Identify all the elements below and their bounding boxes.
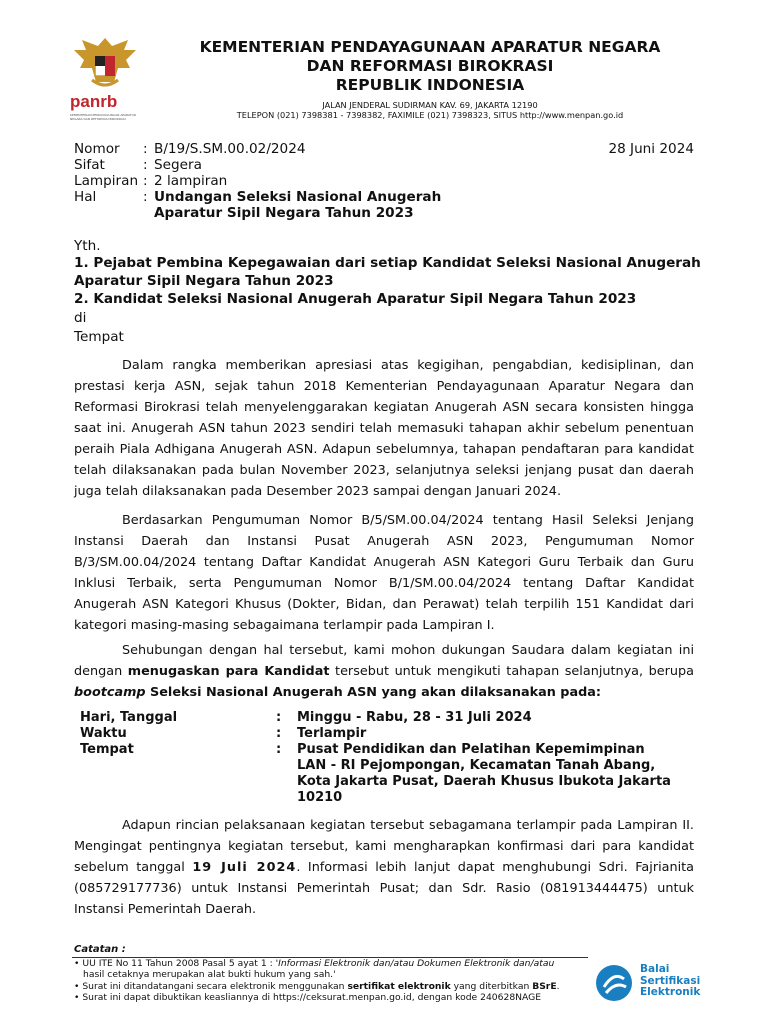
schedule-place-label: Tempat <box>80 742 134 757</box>
note-2-d: BSrE <box>532 981 557 992</box>
nomor-colon: : <box>143 141 148 157</box>
p4-part-a: Adapun rincian pelaksanaan kegiatan tersebut sebagamana terlampir pada Lampiran II. Mengingat pentingnya kegiatan tersebut, kami mengharapkan konfirmasi dari para kandidat sebelum tanggal <box>74 818 694 875</box>
schedule-time-value: Terlampir <box>297 726 367 741</box>
p3-part-e: Seleksi Nasional Anugerah ASN yang akan dilaksanakan pada: <box>145 685 601 700</box>
lampiran-label: Lampiran <box>74 173 139 189</box>
nomor-label: Nomor <box>74 141 120 157</box>
recipient-1-line-1: 1. Pejabat Pembina Kepegawaian dari setiap Kandidat Seleksi Nasional Anugerah <box>74 255 701 271</box>
paragraph-4 <box>74 815 694 920</box>
recipient-2: 2. Kandidat Seleksi Nasional Anugerah Aparatur Sipil Negara Tahun 2023 <box>74 291 637 307</box>
bsre-line-3: Elektronik <box>640 986 701 998</box>
paragraph-3 <box>74 640 694 703</box>
recipient-1-line-2: Aparatur Sipil Negara Tahun 2023 <box>74 273 334 289</box>
schedule-day-label: Hari, Tanggal <box>80 710 178 725</box>
bsre-line-1: Balai <box>640 963 670 975</box>
note-1-quote-cont: hasil cetaknya merupakan alat bukti hukum yang sah.' <box>83 969 336 980</box>
bsre-logo-icon <box>594 963 634 1003</box>
hal-label: Hal <box>74 189 97 205</box>
schedule-place-line-1: Pusat Pendidikan dan Pelatihan Kepemimpinan <box>297 742 645 757</box>
contact-line: TELEPON (021) 7398381 - 7398382, FAXIMILE (021) 7398323, SITUS http://www.menpan.go.id <box>236 110 624 120</box>
bsre-line-2: Sertifikasi <box>640 974 701 987</box>
note-3-text: Surat ini dapat dibuktikan keasliannya di https://ceksurat.menpan.go.id, dengan kode 240628NAGE <box>82 992 542 1003</box>
org-line-3: REPUBLIK INDONESIA <box>335 76 525 94</box>
lampiran-value: 2 lampiran <box>154 173 228 189</box>
p4-part-c: . Informasi lebih lanjut dapat menghubungi Sdri. Fajrianita (085729177736) untuk Instansi Pemerintah Pusat; dan Sdr. Rasio (081913444475) untuk Instansi Pemerintah Daerah. <box>74 860 695 917</box>
bsre-wordmark <box>640 964 700 999</box>
note-1 <box>74 958 584 970</box>
schedule-place-line-4: 10210 <box>297 790 343 805</box>
note-2-b: sertifikat elektronik <box>347 981 451 992</box>
sifat-value: Segera <box>154 157 202 173</box>
p3-part-d: bootcamp <box>74 685 146 700</box>
note-3-bullet: • <box>74 992 80 1003</box>
sifat-label: Sifat <box>74 157 105 173</box>
note-2 <box>74 981 584 993</box>
note-1-prefix: UU ITE No 11 Tahun 2008 Pasal 5 ayat 1 : <box>82 958 276 969</box>
note-1-quote: 'Informasi Elektronik dan/atau Dokumen Elektronik dan/atau <box>275 958 555 969</box>
hal-value-line-2: Aparatur Sipil Negara Tahun 2023 <box>154 205 414 221</box>
hal-value-line-1: Undangan Seleksi Nasional Anugerah <box>154 189 442 205</box>
schedule-time-label: Waktu <box>80 726 127 741</box>
yth: Yth. <box>74 238 101 254</box>
p4-deadline: 19 Juli 2024 <box>192 860 297 875</box>
paragraph-1-text: Dalam rangka memberikan apresiasi atas kegigihan, pengabdian, kedisiplinan, dan prestasi kerja ASN, sejak tahun 2018 Kementerian Pendayagunaan Aparatur Negara dan Reformasi Birokrasi telah menyelenggarakan kegiatan Anugerah ASN secara konsisten hingga saat ini. Anugerah ASN tahun 2023 sendiri telah memasuki tahapan akhir sebelum penentuan peraih Piala Adhigana Anugerah ASN. Adapun sebelumnya, tahapan pendaftaran para kandidat telah dilaksanakan pada bulan November 2023, selanjutnya seleksi jenjang pusat dan daerah juga telah dilaksanakan pada Desember 2023 sampai dengan Januari 2024. <box>74 358 694 499</box>
letter-date: 28 Juni 2024 <box>608 141 694 157</box>
paragraph-2 <box>74 510 694 636</box>
note-2-bullet: • <box>74 981 80 992</box>
schedule-day-value: Minggu - Rabu, 28 - 31 Juli 2024 <box>297 710 532 725</box>
paragraph-1 <box>74 355 694 502</box>
schedule-place-line-3: Kota Jakarta Pusat, Daerah Khusus Ibukota Jakarta <box>297 774 671 789</box>
paragraph-2-text: Berdasarkan Pengumuman Nomor B/5/SM.00.04/2024 tentang Hasil Seleksi Jenjang Instansi Daerah dan Instansi Pusat Anugerah ASN 2023, Pengumuman Nomor B/3/SM.00.04/2024 tentang Daftar Kandidat Anugerah ASN Kategori Guru Terbaik dan Guru Inklusi Terbaik, serta Pengumuman Nomor B/1/SM.00.04/2024 tentang Daftar Kandidat Anugerah ASN Kategori Khusus (Dokter, Bidan, dan Perawat) telah terpilih 151 Kandidat dari kategori masing-masing sebagaimana terlampir pada Lampiran I. <box>74 513 694 633</box>
note-1-bullet: • <box>74 958 80 969</box>
org-line-1: KEMENTERIAN PENDAYAGUNAAN APARATUR NEGARA <box>199 38 661 56</box>
schedule-place-colon: : <box>276 742 282 757</box>
logo-subtext: KEMENTERIAN PENDAYAGUNAAN APARATUR NEGARA DAN REFORMASI BIROKRASI <box>70 113 136 121</box>
p3-part-c: tersebut untuk mengikuti tahapan selanjutnya, berupa <box>329 664 695 679</box>
recipient-tempat: Tempat <box>74 329 124 345</box>
address-line: JALAN JENDERAL SUDIRMAN KAV. 69, JAKARTA 12190 <box>322 100 538 110</box>
nomor-value: B/19/S.SM.00.02/2024 <box>154 141 306 157</box>
note-2-a: Surat ini ditandatangani secara elektronik menggunakan <box>82 981 348 992</box>
p3-part-b: menugaskan para Kandidat <box>127 664 330 679</box>
note-2-e: . <box>556 981 560 992</box>
lampiran-colon: : <box>143 173 148 189</box>
sifat-colon: : <box>143 157 148 173</box>
note-3 <box>74 992 584 1004</box>
panrb-logo <box>68 34 142 126</box>
note-2-c: yang diterbitkan <box>450 981 533 992</box>
org-line-2: DAN REFORMASI BIROKRASI <box>306 57 554 75</box>
recipient-di: di <box>74 310 87 326</box>
hal-colon: : <box>143 189 148 205</box>
schedule-place-line-2: LAN - RI Pejompongan, Kecamatan Tanah Abang, <box>297 758 656 773</box>
catatan-label: Catatan : <box>74 944 126 955</box>
schedule-day-colon: : <box>276 710 282 725</box>
logo-wordmark: panrb <box>70 92 118 111</box>
schedule-time-colon: : <box>276 726 282 741</box>
p3-part-a: Sehubungan dengan hal tersebut, kami mohon dukungan Saudara dalam kegiatan ini dengan <box>74 643 694 679</box>
